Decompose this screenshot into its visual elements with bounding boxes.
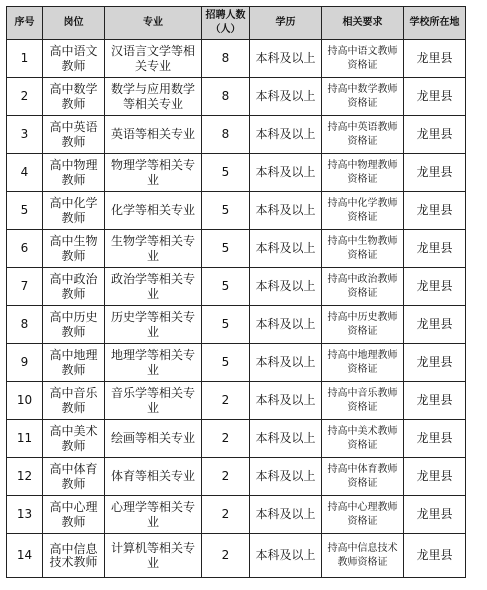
- cell-requirement: 持高中地理教师资格证: [322, 344, 404, 382]
- cell-position: 高中英语教师: [43, 116, 105, 154]
- cell-location: 龙里县: [404, 382, 466, 420]
- cell-education: 本科及以上: [250, 306, 322, 344]
- cell-major: 英语等相关专业: [105, 116, 202, 154]
- cell-index: 11: [7, 420, 43, 458]
- header-index: 序号: [7, 7, 43, 40]
- cell-location: 龙里县: [404, 268, 466, 306]
- table-header: [7, 7, 466, 40]
- cell-position: 高中美术教师: [43, 420, 105, 458]
- table-row: [7, 40, 466, 78]
- cell-count: 2: [202, 534, 250, 578]
- cell-major: 绘画等相关专业: [105, 420, 202, 458]
- header-major: 专业: [105, 7, 202, 40]
- cell-education: 本科及以上: [250, 230, 322, 268]
- cell-requirement: 持高中物理教师资格证: [322, 154, 404, 192]
- cell-major: 物理学等相关专业: [105, 154, 202, 192]
- cell-location: 龙里县: [404, 496, 466, 534]
- cell-count: 8: [202, 116, 250, 154]
- cell-major: 政治学等相关专业: [105, 268, 202, 306]
- cell-major: 心理学等相关专业: [105, 496, 202, 534]
- cell-requirement: 持高中历史教师资格证: [322, 306, 404, 344]
- cell-position: 高中信息技术教师: [43, 534, 105, 578]
- cell-count: 5: [202, 344, 250, 382]
- cell-position: 高中心理教师: [43, 496, 105, 534]
- cell-education: 本科及以上: [250, 192, 322, 230]
- cell-index: 13: [7, 496, 43, 534]
- cell-requirement: 持高中信息技术教师资格证: [322, 534, 404, 578]
- cell-position: 高中体育教师: [43, 458, 105, 496]
- cell-index: 8: [7, 306, 43, 344]
- cell-index: 4: [7, 154, 43, 192]
- cell-major: 体育等相关专业: [105, 458, 202, 496]
- cell-major: 历史学等相关专业: [105, 306, 202, 344]
- table-row: [7, 116, 466, 154]
- cell-requirement: 持高中语文教师资格证: [322, 40, 404, 78]
- header-location: 学校所在地: [404, 7, 466, 40]
- cell-position: 高中音乐教师: [43, 382, 105, 420]
- cell-major: 地理学等相关专业: [105, 344, 202, 382]
- cell-position: 高中政治教师: [43, 268, 105, 306]
- cell-location: 龙里县: [404, 534, 466, 578]
- cell-count: 2: [202, 420, 250, 458]
- cell-location: 龙里县: [404, 420, 466, 458]
- cell-education: 本科及以上: [250, 78, 322, 116]
- table-row: [7, 306, 466, 344]
- cell-education: 本科及以上: [250, 382, 322, 420]
- cell-count: 5: [202, 230, 250, 268]
- cell-location: 龙里县: [404, 192, 466, 230]
- cell-education: 本科及以上: [250, 496, 322, 534]
- cell-count: 2: [202, 496, 250, 534]
- cell-position: 高中语文教师: [43, 40, 105, 78]
- header-position: 岗位: [43, 7, 105, 40]
- cell-education: 本科及以上: [250, 116, 322, 154]
- header-requirement: 相关要求: [322, 7, 404, 40]
- cell-education: 本科及以上: [250, 344, 322, 382]
- cell-index: 3: [7, 116, 43, 154]
- table-body: [7, 40, 466, 578]
- cell-position: 高中地理教师: [43, 344, 105, 382]
- table-row: [7, 382, 466, 420]
- table-row: [7, 268, 466, 306]
- table-row: [7, 420, 466, 458]
- cell-index: 10: [7, 382, 43, 420]
- cell-position: 高中化学教师: [43, 192, 105, 230]
- cell-education: 本科及以上: [250, 420, 322, 458]
- cell-location: 龙里县: [404, 116, 466, 154]
- cell-major: 化学等相关专业: [105, 192, 202, 230]
- cell-position: 高中生物教师: [43, 230, 105, 268]
- cell-major: 计算机等相关专业: [105, 534, 202, 578]
- table-row: [7, 230, 466, 268]
- cell-education: 本科及以上: [250, 154, 322, 192]
- cell-location: 龙里县: [404, 78, 466, 116]
- cell-location: 龙里县: [404, 344, 466, 382]
- header-count: 招聘人数（人）: [202, 7, 250, 40]
- recruitment-table: [6, 6, 466, 578]
- cell-location: 龙里县: [404, 40, 466, 78]
- cell-requirement: 持高中数学教师资格证: [322, 78, 404, 116]
- cell-index: 1: [7, 40, 43, 78]
- cell-requirement: 持高中化学教师资格证: [322, 192, 404, 230]
- cell-location: 龙里县: [404, 306, 466, 344]
- cell-requirement: 持高中体育教师资格证: [322, 458, 404, 496]
- cell-index: 7: [7, 268, 43, 306]
- cell-count: 2: [202, 458, 250, 496]
- cell-education: 本科及以上: [250, 268, 322, 306]
- table-row: [7, 78, 466, 116]
- cell-index: 12: [7, 458, 43, 496]
- header-education: 学历: [250, 7, 322, 40]
- cell-location: 龙里县: [404, 154, 466, 192]
- cell-major: 生物学等相关专业: [105, 230, 202, 268]
- cell-education: 本科及以上: [250, 40, 322, 78]
- cell-location: 龙里县: [404, 458, 466, 496]
- cell-requirement: 持高中音乐教师资格证: [322, 382, 404, 420]
- cell-index: 9: [7, 344, 43, 382]
- cell-count: 5: [202, 192, 250, 230]
- table-row: [7, 534, 466, 578]
- cell-education: 本科及以上: [250, 534, 322, 578]
- cell-location: 龙里县: [404, 230, 466, 268]
- table-row: [7, 192, 466, 230]
- cell-requirement: 持高中心理教师资格证: [322, 496, 404, 534]
- cell-requirement: 持高中生物教师资格证: [322, 230, 404, 268]
- cell-major: 音乐学等相关专业: [105, 382, 202, 420]
- cell-count: 8: [202, 40, 250, 78]
- cell-requirement: 持高中英语教师资格证: [322, 116, 404, 154]
- table-row: [7, 154, 466, 192]
- cell-major: 数学与应用数学等相关专业: [105, 78, 202, 116]
- cell-count: 5: [202, 306, 250, 344]
- cell-count: 8: [202, 78, 250, 116]
- cell-position: 高中数学教师: [43, 78, 105, 116]
- cell-index: 14: [7, 534, 43, 578]
- table-row: [7, 344, 466, 382]
- cell-index: 6: [7, 230, 43, 268]
- table-row: [7, 458, 466, 496]
- header-row: [7, 7, 466, 40]
- table-row: [7, 496, 466, 534]
- cell-education: 本科及以上: [250, 458, 322, 496]
- cell-position: 高中历史教师: [43, 306, 105, 344]
- cell-position: 高中物理教师: [43, 154, 105, 192]
- cell-requirement: 持高中政治教师资格证: [322, 268, 404, 306]
- cell-count: 5: [202, 268, 250, 306]
- cell-count: 2: [202, 382, 250, 420]
- cell-index: 2: [7, 78, 43, 116]
- cell-index: 5: [7, 192, 43, 230]
- cell-requirement: 持高中美术教师资格证: [322, 420, 404, 458]
- cell-major: 汉语言文学等相关专业: [105, 40, 202, 78]
- cell-count: 5: [202, 154, 250, 192]
